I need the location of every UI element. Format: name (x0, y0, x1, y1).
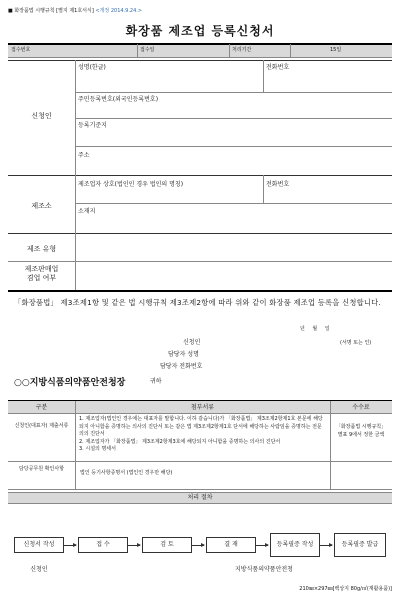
recipient-title: ○○지방식품의약품안전청장 (14, 378, 126, 388)
signer-applicant-label: 신청인 (183, 339, 201, 346)
arrow-right-icon (256, 545, 268, 546)
attachment-list (79, 416, 326, 454)
fee-text: 「화장품법 시행규칙」 별표 9에서 정한 금액 (335, 424, 387, 438)
address-label: 주소 (78, 152, 90, 159)
sales-business-label: 제조판매업 겸업 여부 (24, 265, 59, 283)
recipient-honorific: 귀하 (150, 378, 162, 385)
receipt-date-label: 접수일 (140, 47, 155, 53)
manufacturer-phone-label: 전화번호 (266, 181, 290, 188)
applicant-name-label: 성명(한글) (78, 64, 106, 71)
date-line: 년 월 일 (300, 326, 330, 332)
col-fee: 수수료 (352, 404, 370, 411)
process-step: 접 수 (78, 537, 128, 553)
applicant-docs-label: 신청인(대표자) 제출서류 (14, 423, 69, 429)
registration-standard-label: 등록기준지 (78, 122, 107, 129)
officer-check-text: 법인 등기사항증명서 (법인인 경우만 해당) (80, 470, 173, 476)
attachment-item: 1. 제조업자(법인인 경우에는 대표자를 말합니다. 이하 같습니다)가 「화장품법」 제3조제2항제1호 본문에 해당되지 아니함을 증명하는 의사의 진단서 또는 같은 법 제3조제2항제1호 단서에 해당하는 사람임을 증명하는 전문의의 진단서 (79, 416, 323, 437)
application-statement: 「화장품법」 제3조제1항 및 같은 법 시행규칙 제3조제2항에 따라 위와 같이 화장품 제조업 등록을 신청합니다. (14, 298, 381, 307)
arrow-right-icon (128, 545, 140, 546)
col-category: 구분 (35, 404, 48, 411)
process-step: 결 재 (206, 537, 256, 553)
manufacturer-name-label: 제조업자 상호(법인인 경우 법인의 명칭) (78, 181, 184, 188)
sign-note: (서명 또는 인) (340, 340, 372, 346)
process-step: 등록필증 작성 (270, 533, 320, 557)
process-applicant-label: 신청인 (30, 566, 48, 573)
arrow-right-icon (192, 545, 204, 546)
process-authority-label: 지방식품의약품안전청 (235, 566, 293, 573)
applicant-phone-label: 전화번호 (266, 64, 290, 71)
revision-label: <개정 2014.9.24.> (95, 8, 143, 14)
col-documents: 첨부서류 (190, 404, 215, 411)
arrow-right-icon (64, 545, 76, 546)
attachment-item: 2. 제조업자가 「화장품법」 제3조제2항제3호에 해당되지 아니함을 증명하는 의사의 진단서 (79, 438, 281, 445)
receipt-number-label: 접수번호 (11, 47, 31, 53)
form-title: 화장품 제조업 등록신청서 (125, 24, 275, 38)
manufacture-type-label: 제조 유형 (26, 245, 57, 253)
manufacturer-section-label: 제조소 (31, 202, 52, 210)
process-step: 신청서 작성 (14, 537, 64, 553)
attachment-item: 3. 시설의 명세서 (79, 446, 116, 452)
form-header (8, 8, 142, 14)
officer-check-label: 담당공무원 확인사항 (18, 466, 65, 472)
processing-period-value: 15일 (330, 47, 342, 53)
process-title: 처리 절차 (187, 494, 213, 501)
location-label: 소재지 (78, 208, 96, 215)
paper-spec: 210㎜×297㎜[백상지 80g/㎡(재활용품)] (299, 586, 392, 592)
process-step: 검 토 (142, 537, 192, 553)
resident-number-label: 주민등록번호(외국인등록번호) (78, 96, 159, 103)
arrow-right-icon (320, 545, 332, 546)
officer-name-label: 담당자 성명 (168, 351, 199, 358)
regulation-label: ■ 화장품법 시행규칙 [별지 제1호서식] (8, 8, 94, 14)
officer-phone-label: 담당자 전화번호 (160, 363, 203, 370)
processing-period-label: 처리기간 (232, 47, 252, 53)
applicant-section-label: 신청인 (31, 112, 52, 120)
process-step: 등록필증 발급 (334, 533, 386, 557)
